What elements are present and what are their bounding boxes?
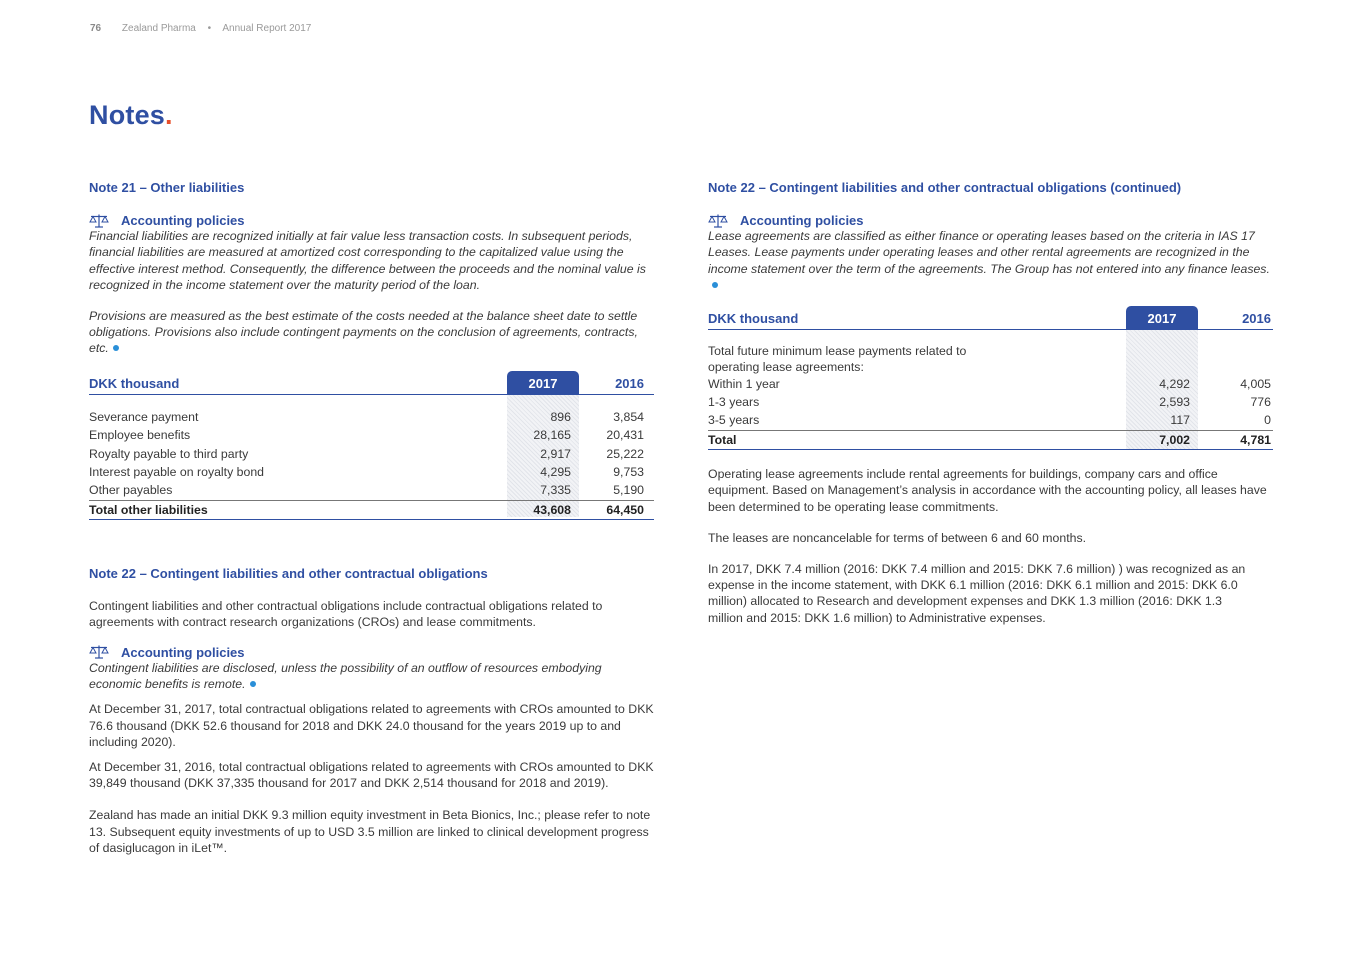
- end-dot: [113, 345, 119, 351]
- row-value-2017: 7,335: [540, 483, 571, 498]
- head-separator: •: [207, 23, 212, 34]
- end-dot: [250, 681, 256, 687]
- note22-policy-title: [89, 645, 654, 660]
- column-2016-header: 2016: [615, 375, 644, 391]
- total-2017: 43,608: [533, 502, 571, 517]
- policy-title-text: Accounting policies: [121, 213, 245, 228]
- end-dot: [712, 282, 718, 288]
- note22-cont-heading: Note 22 – Contingent liabilities and other contractual obligations (continued): [708, 180, 1182, 195]
- total-label: Total other liabilities: [89, 502, 208, 517]
- table-header: [708, 306, 1273, 330]
- row-label: Severance payment: [89, 409, 199, 424]
- row-value-2017: 896: [550, 409, 571, 424]
- table-header: [89, 371, 654, 395]
- note22-intro: Contingent liabilities and other contractual obligations include contractual obligations related to agreements with contract research organizations (CROs) and lease commitments.: [89, 599, 603, 630]
- scales-icon: [89, 645, 109, 659]
- note22-cont-para-3: In 2017, DKK 7.4 million (2016: DKK 7.4 million and 2015: DKK 7.6 million) ) was recognized as an expense in the income statement, with DKK 6.1 million (2016: DKK 6.1 million and 2015: DKK 6.0 million) allocated to Research and development expenses and DKK 1.3 million (2016: DKK 1.3 million and 2015: DKK 1.6 million) to Administrative expenses.: [708, 562, 1246, 625]
- note22-cont-policy-text-body: Lease agreements are classified as either finance or operating leases based on the criteria in IAS 17 Leases. Lease payments under operating leases and other rental agreements are recognized in the income statement over the term of the agreements. The Group has not entered into any finance leases.: [708, 229, 1270, 276]
- row-value-2017: 117: [1170, 413, 1190, 428]
- note22-cont-para-2: The leases are noncancelable for terms of between 6 and 60 months.: [708, 530, 1087, 545]
- table-total-row: [89, 500, 654, 520]
- report-name: Annual Report 2017: [222, 23, 312, 34]
- table-unit-label: DKK thousand: [89, 375, 180, 391]
- table-unit-label: DKK thousand: [708, 310, 799, 326]
- row-label: Royalty payable to third party: [89, 446, 249, 461]
- row-label: 1-3 years: [708, 395, 760, 410]
- policy-title-text: Accounting policies: [740, 213, 864, 228]
- row-value-2017: 4,292: [1159, 376, 1190, 391]
- row-value-2016: 776: [1250, 395, 1271, 410]
- table-row: [89, 445, 654, 463]
- row-value-2017: 2,917: [540, 446, 571, 461]
- table-description: Total future minimum lease payments related to operating lease agreements:: [708, 343, 967, 374]
- note21-policy-text-2-body: Provisions are measured as the best estimate of the costs needed at the balance sheet date to settle obligations. Provisions also include contingent payments on the conclusion of agreements, contracts, etc.: [89, 308, 638, 356]
- table-row: [89, 463, 654, 481]
- row-value-2016: 9,753: [613, 465, 644, 480]
- total-2016: 64,450: [606, 502, 644, 517]
- note22-policy-text: [89, 660, 654, 693]
- right-column: [708, 180, 1273, 626]
- table-total-row: [708, 430, 1273, 450]
- note22-cont-para-1: Operating lease agreements include rental agreements for buildings, company cars and office equipment. Based on Management’s analysis in accordance with the accounting policy, all leases have been determined to be operating lease commitments.: [708, 467, 1267, 514]
- column-2017-header: 2017: [1126, 306, 1198, 329]
- row-value-2017: 4,295: [540, 465, 571, 480]
- note22-para-1: At December 31, 2017, total contractual obligations related to agreements with CROs amounted to DKK 76.6 thousand (DKK 52.6 thousand for 2018 and DKK 24.0 thousand for the years 2019 up to and including 2020).: [89, 702, 654, 749]
- note22-cont-policy-title: [708, 213, 1273, 228]
- scales-icon: [89, 214, 109, 228]
- note22-para-3: Zealand has made an initial DKK 9.3 million equity investment in Beta Bionics, Inc.; please refer to note 13. Subsequent equity investments of up to USD 3.5 million are linked to clinical development progress of dasiglucagon in iLet™.: [89, 808, 651, 855]
- row-value-2017: 2,593: [1159, 395, 1190, 410]
- running-head: [90, 23, 311, 34]
- row-label: Employee benefits: [89, 428, 191, 443]
- row-value-2016: 20,431: [606, 428, 644, 443]
- row-label: Other payables: [89, 483, 173, 498]
- note21-heading: Note 21 – Other liabilities: [89, 180, 245, 195]
- note21-policy-title: [89, 213, 654, 228]
- row-label: 3-5 years: [708, 413, 760, 428]
- row-value-2016: 5,190: [613, 483, 644, 498]
- note21-policy-text-1: Financial liabilities are recognized initially at fair value less transaction costs. In subsequent periods, financial liabilities are measured at amortized cost corresponding to the capitalized value using the effective interest method. Consequently, the difference between the proceeds and the nominal value is recognized in the income statement over the maturity period of the loan.: [89, 229, 646, 293]
- total-2017: 7,002: [1159, 432, 1190, 447]
- page-number: 76: [90, 23, 102, 34]
- note22-para-2: At December 31, 2016, total contractual obligations related to agreements with CROs amounted to DKK 39,849 thousand (DKK 37,335 thousand for 2017 and DKK 2,514 thousand for 2018 and 2019).: [89, 760, 654, 791]
- column-2017-header: 2017: [507, 371, 579, 394]
- row-value-2016: 25,222: [606, 446, 644, 461]
- total-2016: 4,781: [1240, 432, 1271, 447]
- table-row: [89, 408, 654, 426]
- table-row: [89, 481, 654, 499]
- scales-icon: [708, 214, 728, 228]
- note22-policy-text-body: Contingent liabilities are disclosed, unless the possibility of an outflow of resources embodying economic benefits is remote.: [89, 660, 602, 691]
- left-column: [89, 180, 654, 856]
- policy-title-text: Accounting policies: [121, 644, 245, 660]
- total-label: Total: [708, 432, 737, 447]
- note22-heading: Note 22 – Contingent liabilities and other contractual obligations: [89, 566, 488, 582]
- row-value-2016: 3,854: [613, 409, 644, 424]
- table-row: [89, 426, 654, 444]
- page-title: [89, 100, 173, 131]
- lease-table: [708, 306, 1273, 451]
- title-dot: .: [165, 100, 173, 130]
- table-row: [708, 411, 1273, 429]
- row-value-2016: 0: [1264, 413, 1271, 428]
- column-2016-header: 2016: [1242, 310, 1271, 326]
- row-value-2016: 4,005: [1240, 376, 1271, 391]
- note21-policy-text-2: [89, 308, 654, 357]
- row-value-2017: 28,165: [533, 428, 571, 443]
- other-liabilities-table: [89, 371, 654, 520]
- note22-cont-policy-text: [708, 228, 1273, 294]
- table-row: [708, 393, 1273, 411]
- company-name: Zealand Pharma: [121, 23, 196, 34]
- row-label: Interest payable on royalty bond: [89, 465, 265, 480]
- table-row: [708, 375, 1273, 393]
- row-label: Within 1 year: [708, 376, 780, 391]
- page-title-text: Notes: [89, 100, 166, 130]
